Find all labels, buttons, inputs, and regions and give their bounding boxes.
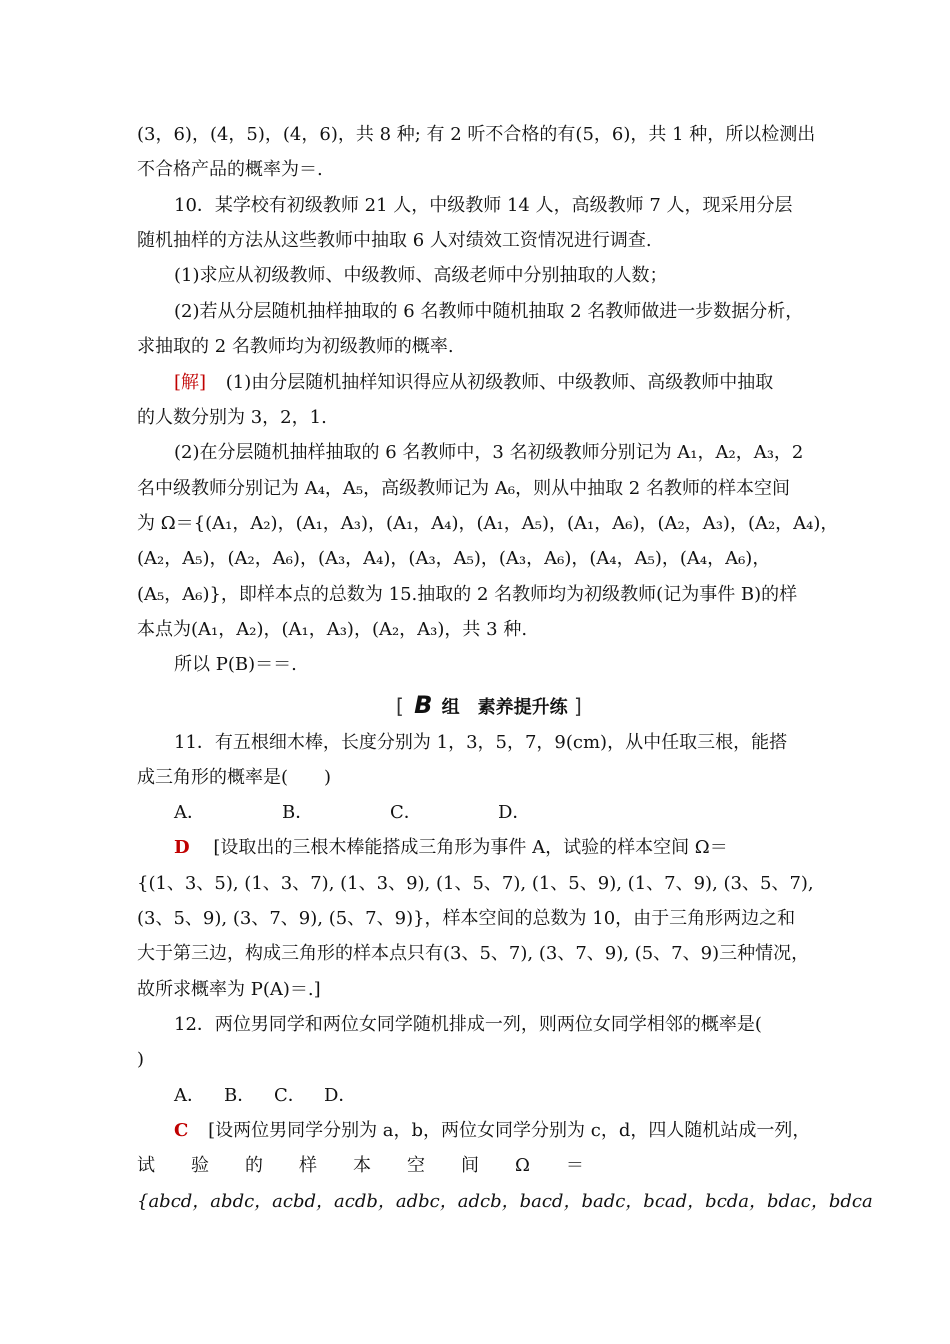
- text-line: ): [137, 1049, 145, 1070]
- text-line: 所以 P(B)＝＝.: [174, 654, 297, 675]
- text-line: 名中级教师分别记为 A₄，A₅，高级教师记为 A₆，则从中抽取 2 名教师的样本空间: [137, 478, 790, 499]
- text-line: 求抽取的 2 名教师均为初级教师的概率.: [137, 336, 454, 357]
- answer-tag: C: [174, 1120, 189, 1141]
- text-line: 为 Ω＝{(A₁，A₂)，(A₁，A₃)，(A₁，A₄)，(A₁，A₅)，(A₁，A₆)，(A₂，A₃)，(A₂，A₄)，: [137, 513, 839, 534]
- text-line: (A₂，A₅)，(A₂，A₆)，(A₃，A₄)，(A₃，A₅)，(A₃，A₆)，(A₄，A₅)，(A₄，A₆)，: [137, 548, 771, 569]
- text-line: 随机抽样的方法从这些教师中抽取 6 人对绩效工资情况进行调查.: [137, 230, 652, 251]
- question-12: 12．两位男同学和两位女同学随机排成一列，则两位女同学相邻的概率是(: [174, 1014, 762, 1035]
- section-header-b: [396, 690, 582, 720]
- question-11: 11．有五根细木棒，长度分别为 1，3，5，7，9(cm)，从中任取三根，能搭: [174, 732, 788, 753]
- text-line: (A₅，A₆)}，即样本点的总数为 15.抽取的 2 名教师均为初级教师(记为事件 B)的样: [137, 584, 798, 605]
- answer-text: [设取出的三根木棒能搭成三角形为事件 A，试验的样本空间 Ω＝: [213, 837, 728, 858]
- answer-12: [174, 1118, 817, 1144]
- answer-text: [设两位男同学分别为 a，b，两位女同学分别为 c，d，四人随机站成一列，: [208, 1120, 811, 1141]
- bracket-right: ]: [573, 694, 582, 718]
- question-10-part-2: (2)若从分层随机抽样抽取的 6 名教师中随机抽取 2 名教师做进一步数据分析，: [174, 301, 804, 322]
- text-line: 试 验 的 样 本 空 间 Ω ＝: [137, 1155, 584, 1176]
- answer-tag: D: [174, 837, 190, 858]
- solution-tag: [解]: [174, 372, 207, 393]
- answer-11: [174, 835, 817, 861]
- bracket-left: [: [396, 694, 404, 718]
- text-line: 大于第三边，构成三角形的样本点只有(3、5、7), (3、7、9), (5、7、9)三种情况，: [137, 943, 810, 964]
- text-line: {abcd，abdc，acbd，acdb，adbc，adcb，bacd，badc，bcad，bcda，bdac，bdca: [137, 1191, 873, 1212]
- option-c: C．: [390, 802, 422, 823]
- question-10: 10．某学校有初级教师 21 人，中级教师 14 人，高级教师 7 人，现采用分层: [174, 195, 793, 216]
- group-letter-b: B: [414, 691, 432, 719]
- text-line: (3、5、9), (3、7、9), (5、7、9)}，样本空间的总数为 10，由于三角形两边之和: [137, 908, 796, 929]
- option-a: A．: [174, 802, 205, 823]
- option-b: B．: [224, 1085, 256, 1106]
- options-11: [174, 800, 817, 826]
- question-10-part-1: (1)求应从初级教师、中级教师、高级老师中分别抽取的人数；: [174, 265, 668, 286]
- solution-10: [174, 370, 817, 396]
- text-line: 的人数分别为 3，2，1.: [137, 407, 327, 428]
- options-12: [174, 1083, 817, 1109]
- text-line: 故所求概率为 P(A)＝.]: [137, 979, 321, 1000]
- option-a: A．: [174, 1085, 205, 1106]
- solution-10-part-2: (2)在分层随机抽样抽取的 6 名教师中，3 名初级教师分别记为 A₁，A₂，A₃，2: [174, 442, 804, 463]
- section-title: 组 素养提升练: [441, 697, 568, 718]
- text-line: 本点为(A₁，A₂)，(A₁，A₃)，(A₂，A₃)，共 3 种.: [137, 619, 528, 640]
- option-d: D．: [498, 802, 531, 823]
- text-line: {(1、3、5), (1、3、7), (1、3、9), (1、5、7), (1、5、9), (1、7、9), (3、5、7),: [137, 873, 814, 894]
- option-c: C．: [274, 1085, 306, 1106]
- text-line: (3，6)，(4，5)，(4，6)，共 8 种; 有 2 听不合格的有(5，6)，共 1 种，所以检测出: [137, 124, 816, 145]
- text-line: 不合格产品的概率为＝.: [137, 159, 323, 180]
- option-d: D．: [324, 1085, 357, 1106]
- option-b: B．: [282, 802, 314, 823]
- text-line: 成三角形的概率是( ): [137, 767, 332, 788]
- solution-text: (1)由分层随机抽样知识得应从初级教师、中级教师、高级教师中抽取: [225, 372, 774, 393]
